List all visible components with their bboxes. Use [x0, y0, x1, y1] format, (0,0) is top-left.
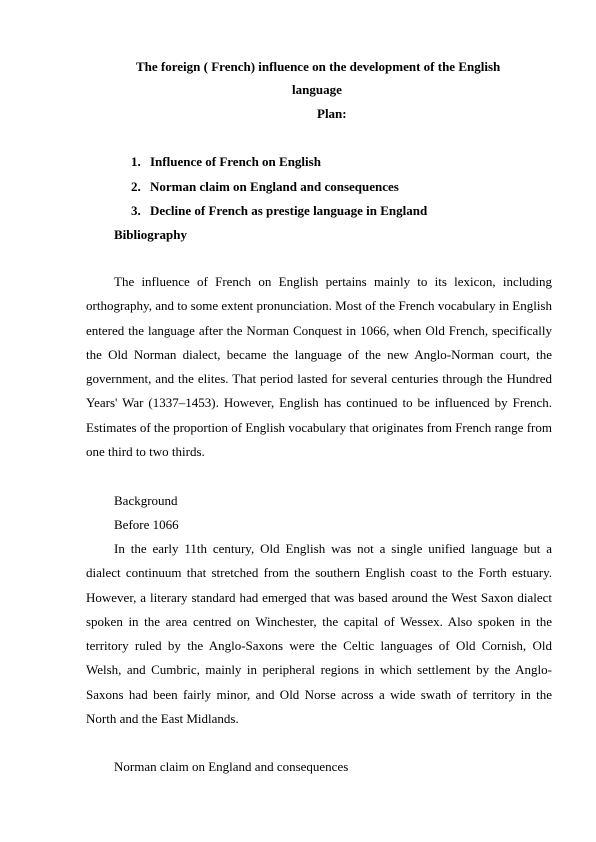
plan-item-text: Decline of French as prestige language in England — [150, 203, 428, 218]
background-heading: Background — [114, 493, 178, 508]
plan-item-text: Influence of French on English — [150, 154, 321, 169]
plan-label: Plan: — [317, 106, 347, 121]
plan-list-item — [131, 154, 321, 170]
plan-list-item — [131, 203, 427, 219]
norman-claim-heading: Norman claim on England and consequences — [114, 759, 349, 774]
document-title-line-2: language — [292, 82, 342, 97]
plan-item-number: 3. — [131, 203, 141, 218]
bibliography-heading: Bibliography — [114, 227, 187, 242]
plan-item-number: 1. — [131, 154, 141, 169]
plan-list-item — [131, 179, 399, 195]
background-paragraph: In the early 11th century, Old English was not a single unified language but a dialect continuum that stretched from the southern English coast to the Forth estuary. However, a literary standard had emerged that was based around the West Saxon dialect spoken in the area centred on Winchester, the capital of Wessex. Also spoken in the territory ruled by the Anglo-Saxons were the Celtic languages of Old Cornish, Old Welsh, and Cumbric, mainly in peripheral regions in which settlement by the Anglo-Saxons had been fairly minor, and Old Norse across a wide swath of territory in the North and the East Midlands. — [86, 541, 552, 727]
plan-item-text: Norman claim on England and consequences — [150, 179, 399, 194]
intro-paragraph: The influence of French on English pertains mainly to its lexicon, including orthography, and to some extent pronunciation. Most of the French vocabulary in English entered the language after the Norman Conquest in 1066, when Old French, specifically the Old Norman dialect, became the language of the new Anglo-Norman court, the government, and the elites. That period lasted for several centuries through the Hundred Years' War (1337–1453). However, English has continued to be influenced by French. Estimates of the proportion of English vocabulary that originates from French range from one third to two thirds. — [86, 274, 552, 460]
before-1066-heading: Before 1066 — [114, 517, 179, 532]
document-title-line-1: The foreign ( French) influence on the development of the English — [136, 59, 501, 74]
plan-item-number: 2. — [131, 179, 141, 194]
